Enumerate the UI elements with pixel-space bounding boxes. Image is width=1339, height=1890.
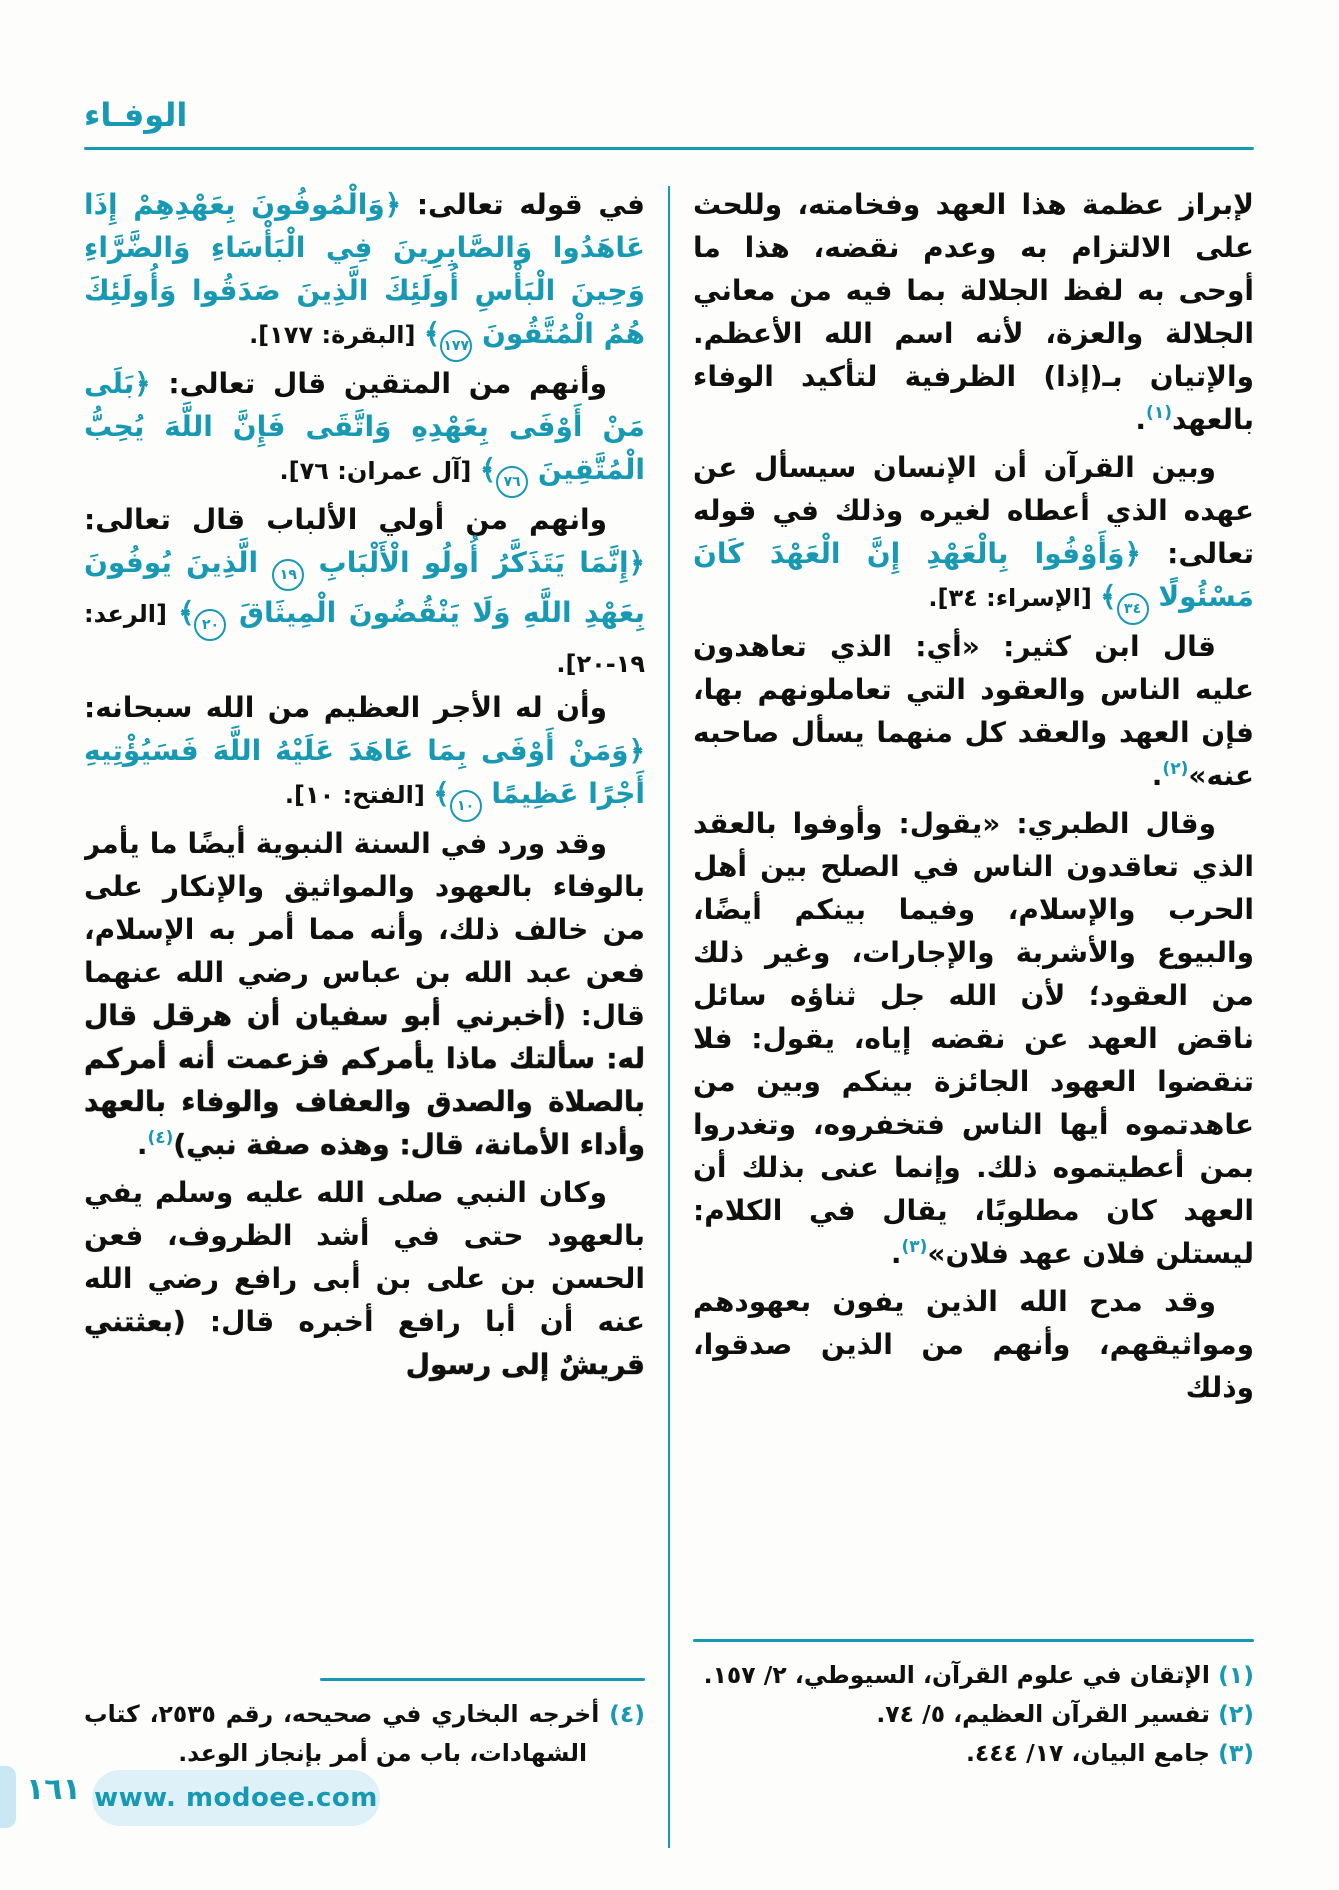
footnote-ref: (٤) bbox=[147, 1128, 174, 1148]
left-column bbox=[84, 183, 645, 1773]
paragraph bbox=[84, 362, 645, 498]
footnote-separator bbox=[320, 1678, 645, 1681]
body-text: وبين القرآن أن الإنسان سيسأل عن عهده الذي أعطاه لغيره وذلك في قوله تعالى: bbox=[693, 451, 1254, 570]
right-footnotes-block bbox=[693, 1639, 1254, 1773]
paragraph bbox=[84, 822, 645, 1171]
footnote-number: (١) bbox=[1218, 1661, 1254, 1689]
paragraph bbox=[84, 183, 645, 362]
quran-verse: ﴿إِنَّمَا يَتَذَكَّرُ أُولُو الْأَلْبَابِ bbox=[304, 546, 645, 579]
footnote-separator bbox=[693, 1639, 1254, 1642]
paragraph bbox=[84, 1171, 645, 1386]
body-text: لإبراز عظمة هذا العهد وفخامته، وللحث على الالتزام به وعدم نقضه، هذا ما أوحى به لفظ الجلالة بما فيه من معاني الجلالة والعزة، لأنه اسم الله الأعظم. والإتيان بـ(إذا) الظرفية لتأكيد الوفاء بالعهد bbox=[693, 188, 1254, 436]
ayah-number-badge: ١٩ bbox=[272, 559, 304, 591]
paragraph bbox=[84, 686, 645, 822]
quran-verse: ﴿وَأَوْفُوا بِالْعَهْدِ إِنَّ الْعَهْدَ كَانَ مَسْئُولًا bbox=[693, 537, 1254, 613]
quran-verse: ﴿وَالْمُوفُونَ بِعَهْدِهِمْ إِذَا عَاهَدُوا وَالصَّابِرِينَ فِي الْبَأْسَاءِ وَالضَّرَّاءِ وَحِينَ الْبَأْسِ أُولَئِكَ الَّذِينَ صَدَقُوا وَأُولَئِكَ هُمُ الْمُتَّقُونَ bbox=[84, 188, 645, 350]
paragraph bbox=[693, 183, 1254, 446]
footnote bbox=[84, 1695, 645, 1773]
ayah-number-badge: ٣٤ bbox=[1117, 593, 1149, 625]
left-footnotes-list bbox=[84, 1695, 645, 1773]
verse-reference: [آل عمران: ٧٦]. bbox=[279, 457, 480, 485]
footnote-text: تفسير القرآن العظيم، ٥/ ٧٤. bbox=[876, 1700, 1219, 1728]
hadith-text: (بعثتني قريشٌ إلى رسول bbox=[84, 1305, 645, 1381]
ayah-number-badge: ١٧٧ bbox=[440, 330, 472, 362]
paragraph bbox=[693, 1280, 1254, 1409]
quran-verse: ﴾ bbox=[433, 777, 450, 810]
quran-verse: الَّذِينَ يُوفُونَ بِعَهْدِ اللَّهِ وَلَا يَنْقُضُونَ الْمِيثَاقَ bbox=[84, 546, 645, 629]
right-column-body bbox=[693, 183, 1254, 1409]
body-text: وأن له الأجر العظيم من الله سبحانه: bbox=[84, 691, 607, 724]
footnote-number: (٢) bbox=[1218, 1700, 1254, 1728]
header-rule bbox=[84, 147, 1254, 150]
verse-reference: [الإسراء: ٣٤]. bbox=[928, 584, 1101, 612]
body-text: . bbox=[890, 1237, 902, 1270]
footnote-ref: (١) bbox=[1146, 403, 1172, 423]
footnote-text: جامع البيان، ١٧/ ٤٤٤. bbox=[965, 1739, 1219, 1767]
ayah-number-badge: ٧٦ bbox=[496, 466, 528, 498]
body-text: وقد ورد في السنة النبوية أيضًا ما يأمر بالوفاء بالعهود والمواثيق والإنكار على من خالف ذلك، وأنه مما أمر به الإسلام، فعن عبد الله بن عباس رضي الله عنهما قال: bbox=[84, 827, 645, 1032]
quran-verse: ﴾ bbox=[479, 453, 497, 486]
right-column bbox=[693, 183, 1254, 1773]
website-pill bbox=[92, 1770, 380, 1826]
ayah-number-badge: ١٠ bbox=[450, 790, 482, 822]
body-text: . bbox=[1135, 403, 1147, 436]
body-text: وقد مدح الله الذين يفون بعهودهم ومواثيقهم، وأنهم من الذين صدقوا، وذلك bbox=[693, 1285, 1254, 1404]
body-text: وانهم من أولي الألباب قال تعالى: bbox=[84, 503, 607, 536]
paragraph bbox=[693, 446, 1254, 625]
footnote-ref: (٣) bbox=[901, 1237, 928, 1257]
quran-verse: ﴾ bbox=[1100, 580, 1117, 613]
footnote-number: (٣) bbox=[1218, 1739, 1254, 1767]
footnote bbox=[693, 1656, 1254, 1695]
footnote-ref: (٢) bbox=[1162, 759, 1189, 779]
body-text: في قوله تعالى: bbox=[401, 188, 645, 221]
right-footnotes-list bbox=[693, 1656, 1254, 1773]
body-text: . bbox=[136, 1128, 148, 1161]
footnote bbox=[693, 1734, 1254, 1773]
website-url: www. modoee.com bbox=[94, 1783, 378, 1813]
left-column-body bbox=[84, 183, 645, 1386]
verse-reference: [الفتح: ١٠]. bbox=[284, 781, 434, 809]
footer-edge-decoration bbox=[0, 1766, 16, 1828]
paragraph bbox=[693, 625, 1254, 802]
ayah-number-badge: ٢٠ bbox=[194, 609, 226, 641]
body-text: وكان النبي صلى الله عليه وسلم يفي بالعهود حتى في أشد الظروف، فعن الحسن بن على بن أبى رافع رضي الله عنه أن أبا رافع أخبره قال: bbox=[84, 1176, 645, 1338]
footnote bbox=[693, 1695, 1254, 1734]
page-number: ١٦١ bbox=[26, 1772, 81, 1807]
quran-verse: ﴿بَلَى مَنْ أَوْفَى بِعَهْدِهِ وَاتَّقَى فَإِنَّ اللَّهَ يُحِبُّ الْمُتَّقِينَ bbox=[84, 367, 645, 486]
text-columns bbox=[84, 183, 1254, 1773]
quran-verse: ﴾ bbox=[423, 317, 441, 350]
paragraph bbox=[693, 802, 1254, 1280]
body-text: وأنهم من المتقين قال تعالى: bbox=[150, 367, 607, 400]
page-header-title: الوفـاء bbox=[84, 96, 188, 134]
paragraph bbox=[84, 498, 645, 686]
verse-reference: [البقرة: ١٧٧]. bbox=[249, 321, 424, 349]
verse-reference: [الرعد: ١٩-٢٠]. bbox=[84, 600, 645, 678]
footnote-number: (٤) bbox=[609, 1700, 645, 1728]
footnote-text: الإتقان في علوم القرآن، السيوطي، ٢/ ١٥٧. bbox=[703, 1661, 1219, 1689]
footnote-text: أخرجه البخاري في صحيحه، رقم ٢٥٣٥، كتاب الشهادات، باب من أمر بإنجاز الوعد. bbox=[84, 1700, 610, 1767]
left-footnotes-block bbox=[84, 1678, 645, 1773]
body-text: قال ابن كثير: «أي: الذي تعاهدون عليه الناس والعقود التي تعاملونهم بها، فإن العهد والعقد كل منهما يسأل صاحبه عنه» bbox=[693, 630, 1254, 792]
body-text: . bbox=[1151, 759, 1163, 792]
quran-verse: ﴾ bbox=[178, 596, 195, 629]
body-text: وقال الطبري: «يقول: وأوفوا بالعقد الذي تعاقدون الناس في الصلح بين أهل الحرب والإسلام، وفيما بينكم أيضًا، والبيوع والأشربة والإجارات، وغير ذلك من العقود؛ لأن الله جل ثناؤه سائل ناقض العهد عن نقضه إياه، يقول: فلا تنقضوا العهود الجائزة بينكم وبين من عاهدتموه أيها الناس فتخفروه، وتغدروا بمن أعطيتموه ذلك. وإنما عنى بذلك أن العهد كان مطلوبًا، يقال في الكلام: ليستلن فلان عهد فلان» bbox=[693, 807, 1254, 1270]
hadith-text: (أخبرني أبو سفيان أن هرقل قال له: سألتك ماذا يأمركم فزعمت أنه أمركم بالصلاة والصدق والعفاف والوفاء بالعهد وأداء الأمانة، قال: وهذه صفة نبي) bbox=[84, 999, 645, 1161]
quran-verse: ﴿وَمَنْ أَوْفَى بِمَا عَاهَدَ عَلَيْهُ اللَّهَ فَسَيُؤْتِيهِ أَجْرًا عَظِيمًا bbox=[84, 734, 645, 810]
